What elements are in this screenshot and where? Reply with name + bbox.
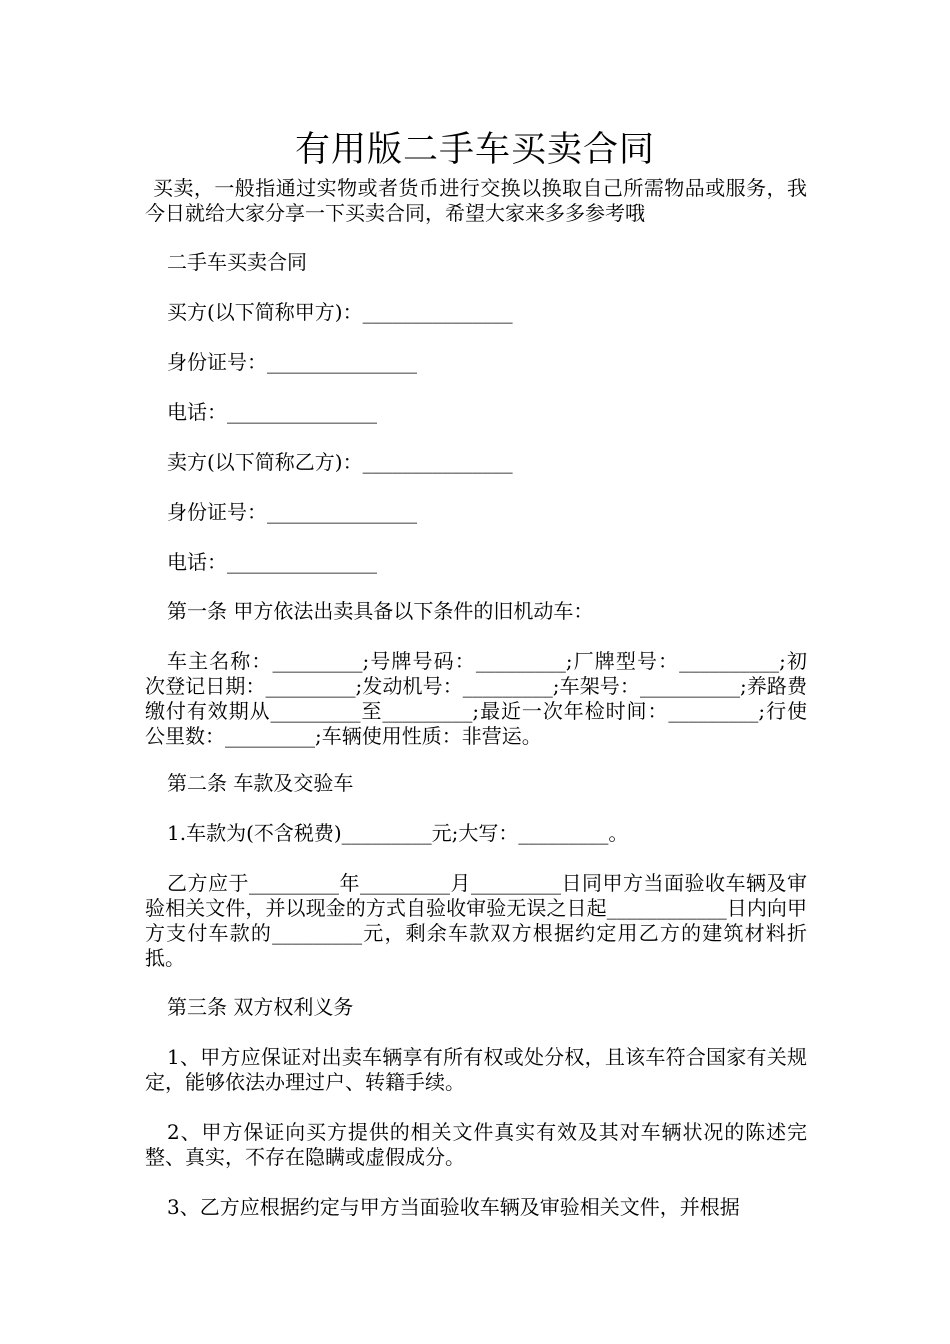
obligation-three-paragraph: 3、乙方应根据约定与甲方当面验收车辆及审验相关文件，并根据 [167, 1195, 740, 1219]
intro-paragraph: 买卖，一般指通过实物或者货币进行交换以换取自己所需物品或服务，我今日就给大家分享一下买卖合同，希望大家来多多参考哦 [145, 176, 807, 225]
article-one-heading: 第一条 甲方依法出卖具备以下条件的旧机动车： [167, 599, 594, 623]
obligation-two-paragraph: 2、甲方保证向买方提供的相关文件真实有效及其对车辆状况的陈述完整、真实，不存在隐瞒或虚假成分。 [145, 1120, 807, 1169]
article-three-heading: 第三条 双方权利义务 [167, 995, 354, 1019]
buyer-name-line: 买方(以下简称甲方)：_______________ [167, 300, 513, 324]
payment-paragraph: 乙方应于_________年_________月_________日同甲方当面验收车辆及审验相关文件，并以现金的方式自验收审验无误之日起____________日内向甲方支付车款的_________元，剩余车款双方根据约定用乙方的建筑材料折抵。 [145, 871, 807, 970]
article-two-heading: 第二条 车款及交验车 [167, 771, 354, 795]
seller-phone-line: 电话：_______________ [167, 550, 377, 574]
buyer-id-line: 身份证号：_______________ [167, 350, 417, 374]
vehicle-details-paragraph: 车主名称：_________;号牌号码：_________;厂牌型号：__________;初次登记日期：_________;发动机号：_________;车架号：__________;养路费缴付有效期从_________至_________;最近一次年检时间：_________;行使公里数：_________;车辆使用性质：非营运。 [145, 649, 807, 748]
price-paragraph: 1.车款为(不含税费)_________元;大写：_________。 [167, 821, 629, 845]
document-title: 有用版二手车买卖合同 [294, 130, 655, 170]
seller-id-line: 身份证号：_______________ [167, 500, 417, 524]
buyer-phone-line: 电话：_______________ [167, 400, 377, 424]
contract-heading: 二手车买卖合同 [167, 250, 307, 274]
seller-name-line: 卖方(以下简称乙方)：_______________ [167, 450, 513, 474]
obligation-one-paragraph: 1、甲方应保证对出卖车辆享有所有权或处分权，且该车符合国家有关规定，能够依法办理过户、转籍手续。 [145, 1045, 807, 1094]
